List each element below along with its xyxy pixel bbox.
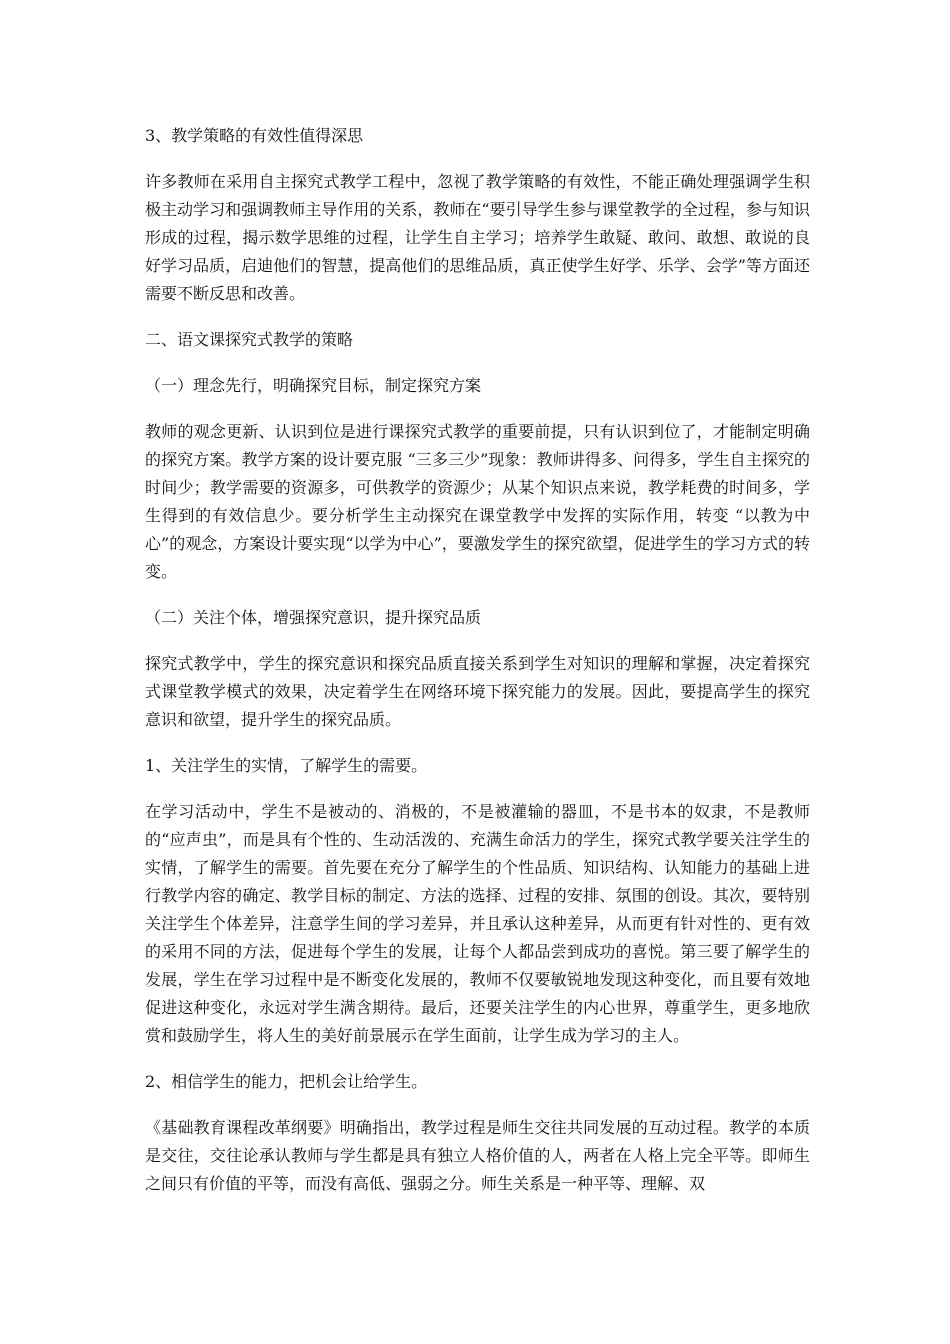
heading-3-effectiveness: 3、教学策略的有效性值得深思 <box>145 126 364 145</box>
paragraph-concept: 教师的观念更新、认识到位是进行课探究式教学的重要前提，只有认识到位了，才能制定明确的探究方案。教学方案的设计要克服 “三多三少”现象：教师讲得多、问得多，学生自主探究的时间少；教学需要的资源多，可供教学的资源少；从某个知识点来说，教学耗费的时间多，学生得到的有效信息少。要分析学生主动探究在课堂教学中发挥的实际作用，转变 “以教为中心”的观念，方案设计要实现“以学为中心”，要激发学生的探究欲望，促进学生的学习方式的转变。 <box>145 422 810 581</box>
heading-sub-1: （一）理念先行，明确探究目标，制定探究方案 <box>145 376 482 395</box>
heading-sub-2: （二）关注个体，增强探究意识，提升探究品质 <box>145 608 482 627</box>
paragraph-needs: 在学习活动中，学生不是被动的、消极的，不是被灌输的器皿，不是书本的奴隶，不是教师的“应声虫”，而是具有个性的、生动活泼的、充满生命活力的学生，探究式教学要关注学生的实情，了解学生的需要。首先要在充分了解学生的个性品质、知识结构、认知能力的基础上进行教学内容的确定、教学目标的制定、方法的选择、过程的安排、氛围的创设。其次，要特别关注学生个体差异，注意学生间的学习差异，并且承认这种差异，从而更有针对性的、更有效的采用不同的方法，促进每个学生的发展，让每个人都品尝到成功的喜悦。第三要了解学生的发展，学生在学习过程中是不断变化发展的，教师不仅要敏锐地发现这种变化，而且要有效地促进这种变化，永远对学生满含期待。最后，还要关注学生的内心世界，尊重学生，更多地欣赏和鼓励学生，将人生的美好前景展示在学生面前，让学生成为学习的主人。 <box>145 802 810 1045</box>
paragraph-effectiveness: 许多教师在采用自主探究式教学工程中，忽视了教学策略的有效性，不能正确处理强调学生积极主动学习和强调教师主导作用的关系，教师在“要引导学生参与课堂教学的全过程，参与知识形成的过程，揭示数学思维的过程，让学生自主学习；培养学生敢疑、敢问、敢想、敢说的良好学习品质，启迪他们的智慧，提高他们的思维品质，真正使学生好学、乐学、会学”等方面还需要不断反思和改善。 <box>145 172 810 303</box>
paragraph-ability: 《基础教育课程改革纲要》明确指出，教学过程是师生交往共同发展的互动过程。教学的本质是交往，交往论承认教师与学生都是具有独立人格价值的人，两者在人格上完全平等。即师生之间只有价值的平等，而没有高低、强弱之分。师生关系是一种平等、理解、双 <box>145 1118 810 1193</box>
heading-item-2: 2、相信学生的能力，把机会让给学生。 <box>145 1072 428 1091</box>
document-page <box>145 122 810 1216</box>
paragraph-individual: 探究式教学中，学生的探究意识和探究品质直接关系到学生对知识的理解和掌握，决定着探究式课堂教学模式的效果，决定着学生在网络环境下探究能力的发展。因此，要提高学生的探究意识和欲望，提升学生的探究品质。 <box>145 654 810 729</box>
heading-section-2: 二、语文课探究式教学的策略 <box>145 330 354 349</box>
heading-item-1: 1、关注学生的实情，了解学生的需要。 <box>145 756 428 775</box>
